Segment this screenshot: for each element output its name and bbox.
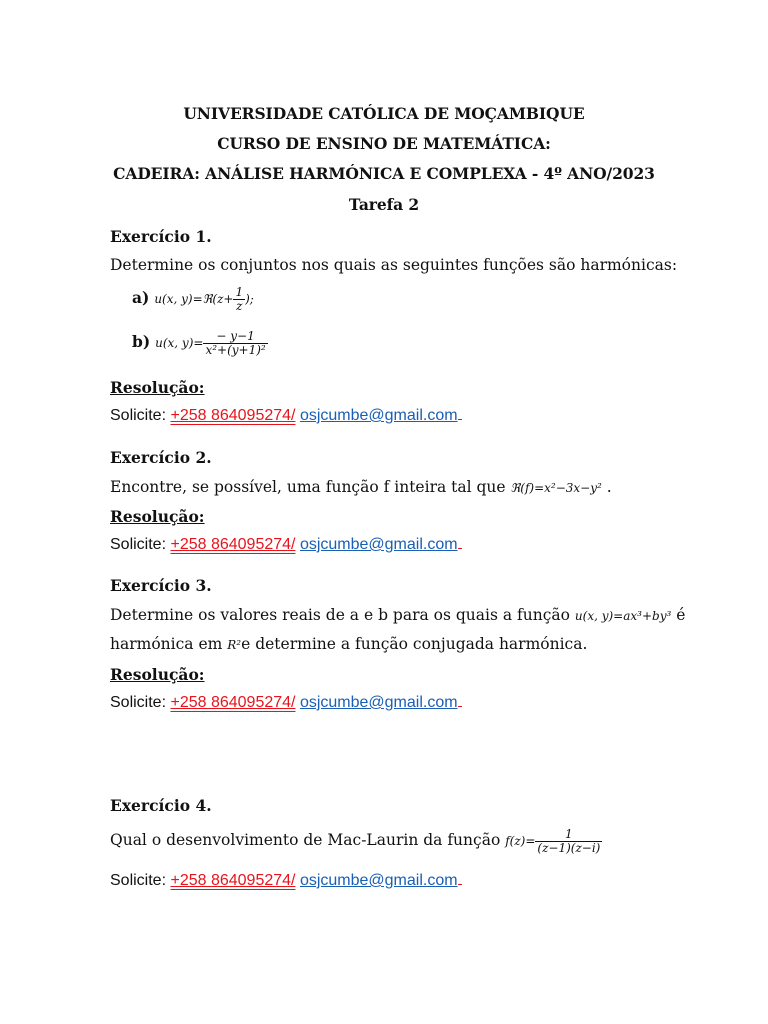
underline-tail (458, 872, 462, 885)
item-b-fraction (203, 330, 267, 357)
exercise-2-text: Encontre, se possível, uma função f inteira tal que (110, 478, 511, 496)
phone-link[interactable]: +258 864095274/ (170, 407, 296, 424)
item-a-numerator: 1 (235, 285, 244, 299)
email-link[interactable]: osjcumbe@gmail.com (299, 872, 458, 889)
exercise-3-statement-line-1 (110, 606, 685, 624)
exercise-3-statement-line-2 (110, 635, 587, 653)
subject-title: CADEIRA: ANÁLISE HARMÓNICA E COMPLEXA - 4º ANO/2023 (113, 164, 655, 183)
exercise-2-end: . (601, 478, 612, 496)
exercise-3-text-b: é (671, 606, 686, 624)
university-title: UNIVERSIDADE CATÓLICA DE MOÇAMBIQUE (183, 104, 585, 123)
exercise-1-item-b (132, 330, 268, 357)
phone-link[interactable]: +258 864095274/ (170, 536, 296, 553)
exercise-4-denominator: (z−1)(z−i) (537, 841, 601, 855)
item-a-lhs: u(x, y)=ℜ(z+ (154, 292, 234, 306)
exercise-4-contact (110, 872, 462, 890)
item-a-label: a) (132, 288, 150, 307)
item-a-end: ); (245, 292, 254, 306)
contact-prefix: Solicite: (110, 872, 171, 889)
contact-prefix: Solicite: (110, 536, 171, 553)
exercise-4-title: Exercício 4. (110, 796, 212, 815)
exercise-2-title: Exercício 2. (110, 448, 212, 467)
underline-tail (458, 694, 462, 707)
item-b-label: b) (132, 332, 151, 351)
exercise-4-statement (110, 828, 602, 855)
exercise-4-numerator: 1 (535, 828, 602, 842)
exercise-3-resolution-label: Resolução: (110, 665, 205, 684)
contact-prefix: Solicite: (110, 407, 171, 424)
underline-tail (458, 407, 462, 420)
exercise-4-text: Qual o desenvolvimento de Mac-Laurin da função (110, 831, 506, 849)
exercise-1-title: Exercício 1. (110, 227, 212, 246)
exercise-3-contact (110, 694, 462, 712)
exercise-3-r2: R² (227, 638, 242, 652)
exercise-2-contact (110, 536, 462, 554)
exercise-4-lhs: f(z)= (505, 834, 536, 848)
contact-prefix: Solicite: (110, 694, 171, 711)
item-a-denominator: z (236, 299, 243, 313)
exercise-4-formula (505, 827, 602, 855)
exercise-1-contact (110, 407, 462, 425)
email-link[interactable]: osjcumbe@gmail.com (299, 694, 458, 711)
exercise-3-text-d: e determine a função conjugada harmónica. (241, 635, 588, 653)
underline-tail (458, 536, 462, 549)
course-title: CURSO DE ENSINO DE MATEMÁTICA: (217, 134, 551, 153)
exercise-2-formula: ℜ(f)=x²−3x−y² (510, 481, 602, 495)
exercise-3-text-c: harmónica em (110, 635, 228, 653)
exercise-3-text-a: Determine os valores reais de a e b para os quais a função (110, 606, 575, 624)
exercise-1-resolution-label: Resolução: (110, 378, 205, 397)
item-a-formula (154, 285, 254, 313)
email-link[interactable]: osjcumbe@gmail.com (299, 407, 458, 424)
task-title: Tarefa 2 (348, 195, 420, 214)
phone-link[interactable]: +258 864095274/ (170, 694, 296, 711)
item-b-formula (155, 329, 268, 357)
email-link[interactable]: osjcumbe@gmail.com (299, 536, 458, 553)
exercise-1-item-a (132, 286, 254, 313)
item-a-fraction (233, 286, 245, 313)
exercise-3-formula: u(x, y)=ax³+by³ (574, 609, 672, 623)
exercise-4-fraction (535, 828, 602, 855)
exercise-1-statement: Determine os conjuntos nos quais as seguintes funções são harmónicas: (110, 256, 678, 274)
item-b-denominator: x²+(y+1)² (205, 343, 266, 357)
exercise-2-resolution-label: Resolução: (110, 507, 205, 526)
exercise-3-title: Exercício 3. (110, 576, 212, 595)
item-b-lhs: u(x, y)= (155, 336, 204, 350)
phone-link[interactable]: +258 864095274/ (170, 872, 296, 889)
item-b-numerator: − y−1 (203, 330, 267, 344)
exercise-2-statement (110, 478, 612, 496)
